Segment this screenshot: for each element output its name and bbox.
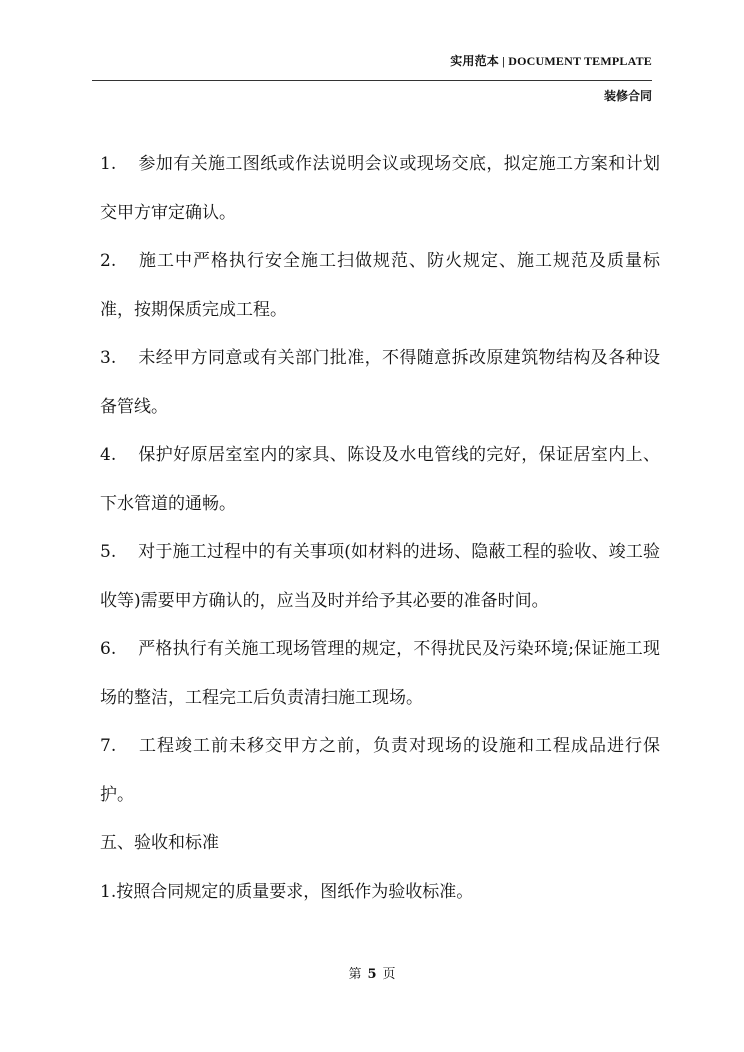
item-number: 2.	[100, 251, 117, 271]
header-subtitle: 装修合同	[603, 89, 652, 103]
list-item	[100, 431, 660, 528]
item-text: 未经甲方同意或有关部门批准，不得随意拆改原建筑物结构及各种设备管线。	[100, 348, 660, 417]
section-heading: 五、验收和标准	[100, 833, 219, 853]
item-text: 保护好原居室室内的家具、陈设及水电管线的完好，保证居室内上、下水管道的通畅。	[100, 445, 660, 514]
item-text: 对于施工过程中的有关事项(如材料的进场、隐蔽工程的验收、竣工验收等)需要甲方确认的，应当及时并给予其必要的准备时间。	[100, 542, 660, 611]
item-number: 5.	[100, 542, 117, 562]
footer-suffix: 页	[382, 967, 396, 982]
item-number: 6.	[100, 639, 117, 659]
document-body	[100, 140, 660, 916]
item-text: 工程竣工前未移交甲方之前，负责对现场的设施和工程成品进行保护。	[100, 736, 660, 805]
list-item	[100, 237, 660, 334]
item-number: 3.	[100, 348, 117, 368]
footer-prefix: 第	[348, 967, 362, 982]
page-number: 5	[367, 967, 377, 982]
item-number: 4.	[100, 445, 117, 465]
item-number: 1.	[100, 154, 117, 174]
clause-text: 1.按照合同规定的质量要求，图纸作为验收标准。	[100, 881, 474, 902]
item-text: 施工中严格执行安全施工扫做规范、防火规定、施工规范及质量标准，按期保质完成工程。	[100, 251, 660, 320]
header-divider	[92, 80, 652, 81]
list-item	[100, 140, 660, 237]
header-title: 实用范本 | DOCUMENT TEMPLATE	[450, 54, 652, 68]
list-item	[100, 528, 660, 625]
item-number: 7.	[100, 736, 117, 756]
list-item	[100, 722, 660, 819]
item-text: 严格执行有关施工现场管理的规定，不得扰民及污染环境;保证施工现场的整洁，工程完工后负责清扫施工现场。	[100, 639, 660, 708]
page-footer	[0, 963, 744, 982]
list-item	[100, 625, 660, 722]
list-item	[100, 334, 660, 431]
item-text: 参加有关施工图纸或作法说明会议或现场交底，拟定施工方案和计划交甲方审定确认。	[100, 154, 660, 223]
